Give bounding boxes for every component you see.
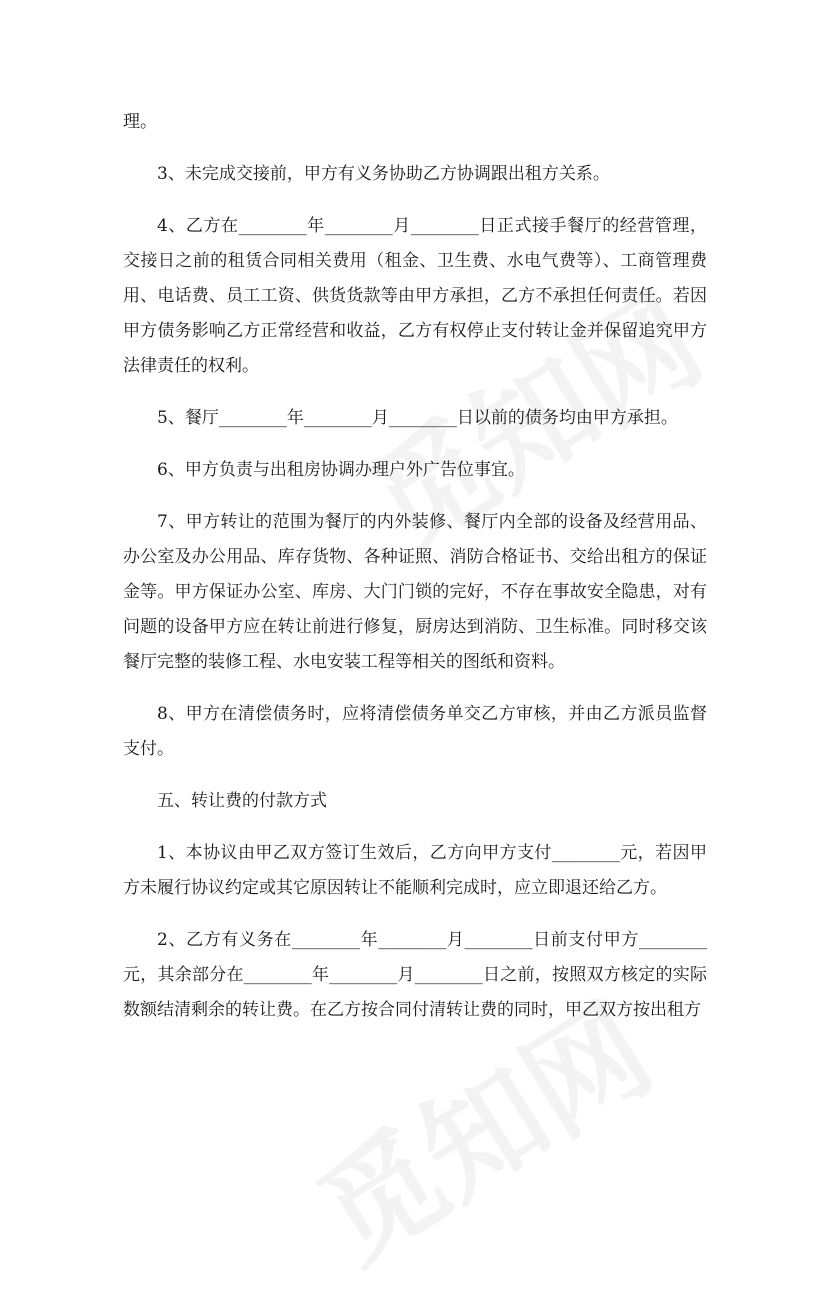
- paragraph-clause-5: 5、餐厅________年________月________日以前的债务均由甲方承担。: [157, 408, 678, 428]
- paragraph-payment-1: 1、本协议由甲乙双方签订生效后，乙方向甲方支付________元，若因甲方未履行协议约定或其它原因转让不能顺利完成时，应立即退还给乙方。: [123, 843, 707, 898]
- paragraph-payment-2: 2、乙方有义务在________年________月________日前支付甲方________元，其余部分在________年________月________日之前，按照双方核定的实际数额结清剩余的转让费。在乙方按合同付清转让费的同时，甲乙双方按出租方: [123, 930, 707, 1020]
- paragraph-clause-8: 8、甲方在清偿债务时，应将清偿债务单交乙方审核，并由乙方派员监督支付。: [123, 704, 707, 759]
- paragraph-clause-4: 4、乙方在________年________月________日正式接手餐厅的经营管理，交接日之前的租赁合同相关费用（租金、卫生费、水电气费等）、工商管理费用、电话费、员工工资、供货货款等由甲方承担，乙方不承担任何责任。若因甲方债务影响乙方正常经营和收益，乙方有权停止支付转让金并保留追究甲方法律责任的权利。: [123, 216, 707, 376]
- paragraph-continuation: 理。: [123, 112, 157, 132]
- section-heading-payment: 五、转让费的付款方式: [157, 791, 327, 811]
- paragraph-clause-6: 6、甲方负责与出租房协调办理户外广告位事宜。: [157, 460, 525, 480]
- paragraph-clause-7: 7、甲方转让的范围为餐厅的内外装修、餐厅内全部的设备及经营用品、办公室及办公用品、库存货物、各种证照、消防合格证书、交给出租方的保证金等。甲方保证办公室、库房、大门门锁的完好，不存在事故安全隐患，对有问题的设备甲方应在转让前进行修复，厨房达到消防、卫生标准。同时移交该餐厅完整的装修工程、水电安装工程等相关的图纸和资料。: [123, 512, 707, 672]
- document-body: [123, 105, 707, 1045]
- paragraph-clause-3: 3、未完成交接前，甲方有义务协助乙方协调跟出租方关系。: [157, 164, 610, 184]
